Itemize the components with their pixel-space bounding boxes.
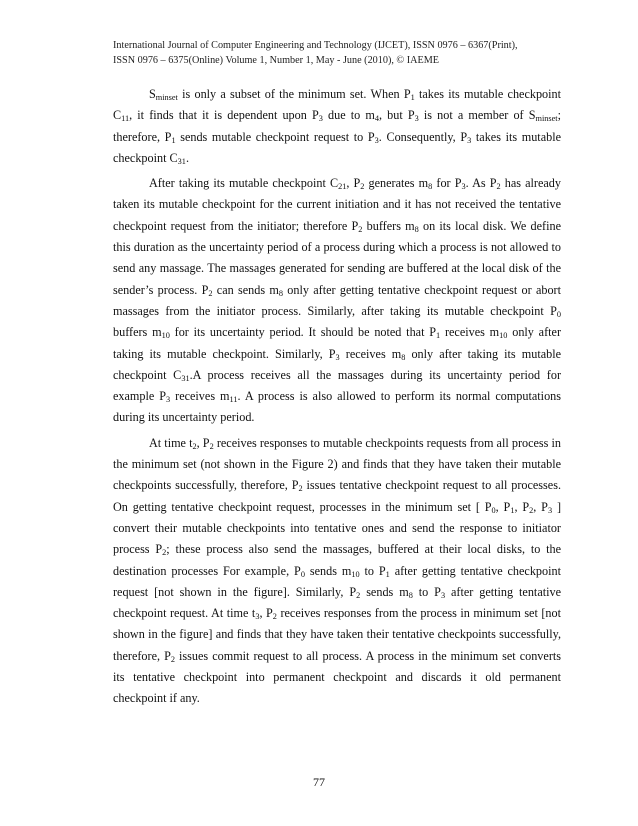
article-body <box>113 84 561 714</box>
subscript: 3 <box>255 612 260 622</box>
subscript: 21 <box>338 182 347 192</box>
subscript: 1 <box>410 93 415 103</box>
subscript: 2 <box>496 182 501 192</box>
paragraph-3: At time $t_2$, $P_2$ receives responses to mutable checkpoints requests from all process in the minimum set (not shown in the Figure 2) and finds that they have taken their mutable checkpoints successfully, therefore, $P_2$ issues tentative checkpoint request to all processes. On getting tentative checkpoint request, processes in the minimum set [ $P_0$, $P_1$, $P_2$, $P_3$ ] convert their mutable checkpoints into tentative ones and send the response to initiator process $P_2$; these process also send the massages, buffered at their local disks, to the destination processes For example, $P_0$ sends $m_{10}$ to $P_1$ after getting tentative checkpoint request [not shown in the figure]. Similarly, $P_2$ sends $m_8$ to $P_3$ after getting tentative checkpoint request. At time $t_3$, $P_2$ receives responses from the process in minimum set [not shown in the figure] and finds that they have taken their tentative checkpoints successfully, therefore, $P_2$ issues commit request to all process. A process in the minimum set converts its tentative checkpoint into permanent checkpoint and discards it old permanent checkpoint if any. <box>113 435 562 706</box>
subscript: 3 <box>166 395 171 405</box>
subscript: 10 <box>499 331 508 341</box>
subscript: 1 <box>510 505 515 515</box>
subscript: 2 <box>358 224 363 234</box>
subscript: 3 <box>318 114 323 124</box>
subscript: 2 <box>170 654 175 664</box>
paragraph-2: After taking its mutable checkpoint $C_{21}$, $P_2$ generates $m_8$ for $P_3$. As $P_2$ has already taken its mutable checkpoint for the current initiation and it has not received the tentative checkpoint request from the initiator; therefore $P_2$ buffers $m_8$ on its local disk. We define this duration as the uncertainty period of a process during which a process is not allowed to send any massage. The massages generated for sending are buffered at the local disk of the sender’s process. $P_2$ can sends $m_8$ only after getting tentative checkpoint request or abort massages from the initiator process. Similarly, after taking its mutable checkpoint $P_0$ buffers $m_{10}$ for its uncertainty period. It should be noted that $P_1$ receives $m_{10}$ only after taking its mutable checkpoint. Similarly, $P_3$ receives $m_8$ only after taking its mutable checkpoint $C_{31}.A$ process receives all the massages during its uncertainty period for example $P_3$ receives $m_{11}$. A process is also allowed to perform its normal computations during its uncertainty period. <box>113 176 562 425</box>
subscript: 3 <box>374 135 379 145</box>
subscript: 4 <box>374 114 379 124</box>
subscript: 2 <box>356 590 361 600</box>
subscript: 31 <box>181 373 190 383</box>
subscript: 3 <box>461 182 466 192</box>
subscript: 11 <box>229 395 238 405</box>
subscript: 1 <box>436 331 441 341</box>
subscript: 1 <box>385 569 390 579</box>
subscript: 3 <box>414 114 419 124</box>
subscript: 10 <box>351 569 360 579</box>
subscript: 8 <box>278 288 283 298</box>
subscript: 3 <box>547 505 553 515</box>
paragraph-1: $S_{minset}$ is only a subset of the minimum set. When $P_1$ takes its mutable checkpoint $C_{11}$, it finds that it is dependent upon $P_3$ due to $m_4$, but $P_3$ is not a member of $S_{minset}$; therefore, $P_1$ sends mutable checkpoint request to $P_3$. Consequently, $P_3$ takes its mutable checkpoint $C_{31}$. <box>113 87 562 166</box>
subscript: 2 <box>162 548 167 558</box>
subscript: 3 <box>335 352 340 362</box>
subscript: minset <box>535 114 558 124</box>
subscript: 0 <box>300 569 305 579</box>
subscript: 10 <box>161 331 170 341</box>
subscript: 2 <box>192 441 197 451</box>
subscript: 2 <box>208 288 213 298</box>
journal-header <box>113 38 553 68</box>
subscript: 8 <box>408 590 413 600</box>
page-number: 77 <box>313 775 325 789</box>
subscript: 2 <box>298 484 303 494</box>
header-line-2: ISSN 0976 – 6375(Online) Volume 1, Number 1, May - June (2010), © IAEME <box>113 55 439 66</box>
subscript: 2 <box>209 441 214 451</box>
subscript: 11 <box>121 114 130 124</box>
subscript: minset <box>155 93 178 103</box>
header-line-1: International Journal of Computer Engineering and Technology (IJCET), ISSN 0976 – 6367(Print), <box>113 40 518 51</box>
subscript: 0 <box>556 310 561 320</box>
subscript: 31 <box>177 156 186 166</box>
subscript: 8 <box>428 182 433 192</box>
subscript: 8 <box>414 224 419 234</box>
subscript: 8 <box>401 352 406 362</box>
subscript: 2 <box>360 182 365 192</box>
subscript: 3 <box>467 135 472 145</box>
subscript: 1 <box>171 135 176 145</box>
subscript: 2 <box>529 505 534 515</box>
subscript: 2 <box>272 612 277 622</box>
subscript: 3 <box>440 590 446 600</box>
subscript: 0 <box>491 505 496 515</box>
